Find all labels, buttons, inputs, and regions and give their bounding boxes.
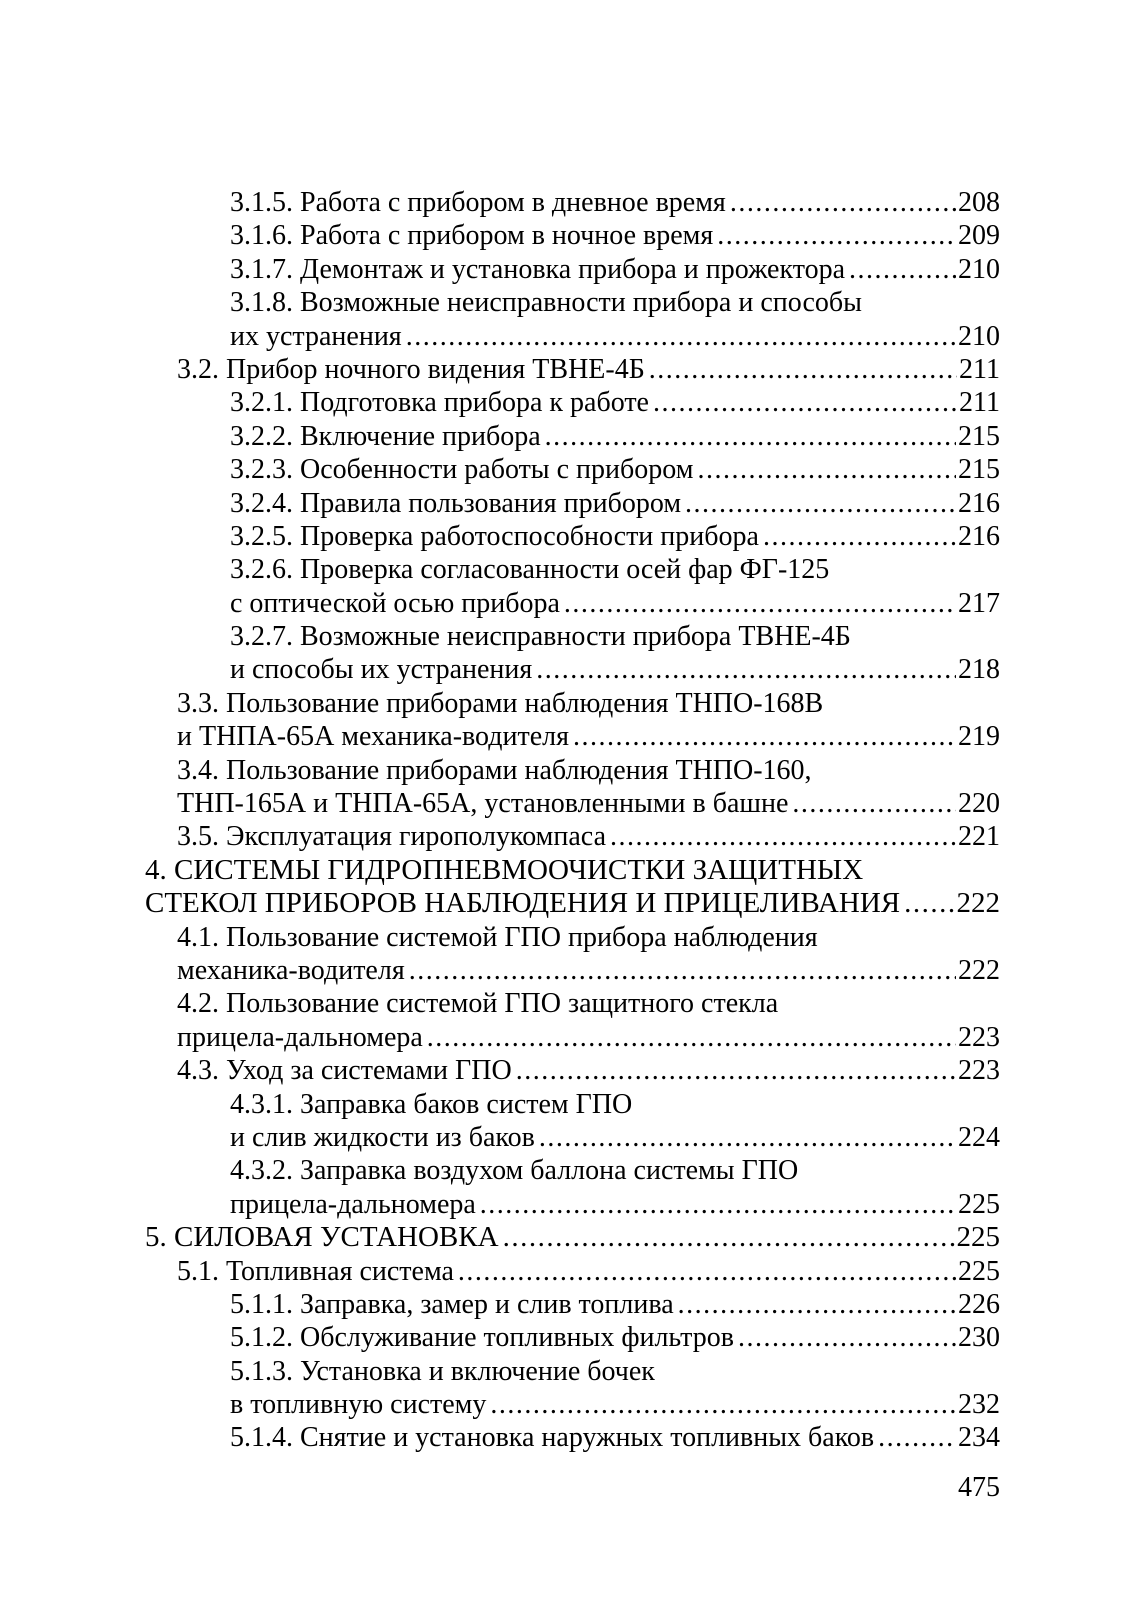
toc-entry-line bbox=[0, 386, 1000, 419]
toc-page-number: 217 bbox=[958, 587, 1000, 619]
toc-entry-line bbox=[0, 653, 1000, 686]
toc-entry-line bbox=[0, 620, 1000, 653]
toc-page-number: 209 bbox=[958, 220, 1000, 252]
toc-page-number: 211 bbox=[959, 387, 1000, 419]
toc-page-number: 223 bbox=[958, 1055, 1000, 1087]
toc-entry-text: и слив жидкости из баков bbox=[230, 1121, 535, 1153]
toc-entry-line bbox=[0, 219, 1000, 252]
toc-page-number: 211 bbox=[959, 353, 1000, 385]
toc-entry-text: СТЕКОЛ ПРИБОРОВ НАБЛЮДЕНИЯ И ПРИЦЕЛИВАНИЯ bbox=[145, 887, 901, 920]
toc-entry-line bbox=[0, 420, 1000, 453]
toc-entry-line bbox=[0, 787, 1000, 820]
toc-entry-line bbox=[0, 453, 1000, 486]
toc-page-number: 222 bbox=[958, 954, 1000, 986]
dot-leader bbox=[713, 219, 956, 252]
toc-entry-text: 5.1.4. Снятие и установка наружных топливных баков bbox=[230, 1422, 875, 1454]
dot-leader bbox=[560, 587, 956, 620]
page-number-footer: 475 bbox=[958, 1472, 1000, 1503]
toc-entry-line bbox=[0, 1188, 1000, 1221]
table-of-contents bbox=[0, 186, 1000, 1455]
dot-leader bbox=[649, 386, 957, 419]
dot-leader bbox=[569, 720, 956, 753]
dot-leader bbox=[535, 1121, 956, 1154]
toc-entry-text: 5.1. Топливная система bbox=[177, 1255, 454, 1287]
toc-entry-text: 3.2.6. Проверка согласованности осей фар ФГ-125 bbox=[230, 554, 830, 586]
toc-entry-line bbox=[0, 320, 1000, 353]
dot-leader bbox=[645, 353, 957, 386]
toc-page-number: 222 bbox=[956, 887, 1000, 920]
toc-page-number: 210 bbox=[958, 320, 1000, 352]
toc-entry-text: 5.1.2. Обслуживание топливных фильтров bbox=[230, 1322, 734, 1354]
toc-entry-text: 5.1.3. Установка и включение бочек bbox=[230, 1355, 655, 1387]
toc-entry-text: 3.2. Прибор ночного видения ТВНЕ-4Б bbox=[177, 353, 645, 385]
toc-entry-line bbox=[0, 854, 1000, 887]
toc-page-number: 234 bbox=[958, 1422, 1000, 1454]
toc-entry-line bbox=[0, 353, 1000, 386]
toc-entry-line bbox=[0, 887, 1000, 920]
toc-page-number: 220 bbox=[958, 788, 1000, 820]
toc-entry-text: 4. СИСТЕМЫ ГИДРОПНЕВМООЧИСТКИ ЗАЩИТНЫХ bbox=[145, 853, 864, 886]
toc-page-number: 210 bbox=[958, 253, 1000, 285]
dot-leader bbox=[681, 487, 956, 520]
toc-entry-line bbox=[0, 1154, 1000, 1187]
toc-entry-text: 3.1.7. Демонтаж и установка прибора и прожектора bbox=[230, 253, 846, 285]
dot-leader bbox=[845, 253, 956, 286]
dot-leader bbox=[900, 887, 954, 920]
dot-leader bbox=[454, 1255, 956, 1288]
toc-page-number: 232 bbox=[958, 1389, 1000, 1421]
toc-entry-line bbox=[0, 754, 1000, 787]
dot-leader bbox=[512, 1054, 956, 1087]
dot-leader bbox=[874, 1421, 956, 1454]
toc-entry-text: 3.3. Пользование приборами наблюдения ТНПО-168В bbox=[177, 687, 824, 719]
toc-entry-line bbox=[0, 286, 1000, 319]
toc-page-number: 226 bbox=[958, 1288, 1000, 1320]
toc-page-number: 219 bbox=[958, 721, 1000, 753]
toc-page-number: 218 bbox=[958, 654, 1000, 686]
toc-entry-line bbox=[0, 1421, 1000, 1454]
toc-page-number: 215 bbox=[958, 420, 1000, 452]
toc-entry-text: 3.1.5. Работа с прибором в дневное время bbox=[230, 187, 726, 218]
toc-entry-line bbox=[0, 1321, 1000, 1354]
toc-entry-text: прицела-дальномера bbox=[177, 1021, 423, 1053]
toc-entry-text: 5. СИЛОВАЯ УСТАНОВКА bbox=[145, 1221, 499, 1254]
toc-entry-text: 3.1.8. Возможные неисправности прибора и способы bbox=[230, 287, 862, 319]
dot-leader bbox=[402, 320, 956, 353]
toc-entry-text: 3.2.4. Правила пользования прибором bbox=[230, 487, 682, 519]
toc-entry-text: прицела-дальномера bbox=[230, 1188, 476, 1220]
toc-entry-text: 3.4. Пользование приборами наблюдения ТНПО-160, bbox=[177, 754, 812, 786]
dot-leader bbox=[788, 787, 956, 820]
toc-entry-text: и способы их устранения bbox=[230, 654, 533, 686]
toc-entry-text: механика-водителя bbox=[177, 954, 405, 986]
toc-entry-line bbox=[0, 720, 1000, 753]
dot-leader bbox=[606, 820, 956, 853]
dot-leader bbox=[486, 1388, 956, 1421]
toc-entry-line bbox=[0, 921, 1000, 954]
toc-entry-line bbox=[0, 253, 1000, 286]
toc-page-number: 224 bbox=[958, 1121, 1000, 1153]
toc-entry-line bbox=[0, 1088, 1000, 1121]
toc-entry-line bbox=[0, 1288, 1000, 1321]
toc-entry-text: 3.2.3. Особенности работы с прибором bbox=[230, 454, 694, 486]
toc-entry-line bbox=[0, 520, 1000, 553]
toc-entry-line bbox=[0, 1255, 1000, 1288]
toc-page-number: 225 bbox=[958, 1255, 1000, 1287]
toc-entry-line bbox=[0, 186, 1000, 219]
dot-leader bbox=[541, 420, 956, 453]
toc-entry-text: 3.2.2. Включение прибора bbox=[230, 420, 541, 452]
dot-leader bbox=[423, 1021, 956, 1054]
toc-page-number: 208 bbox=[958, 187, 1000, 218]
toc-entry-text: их устранения bbox=[230, 320, 402, 352]
toc-entry-text: 4.3.1. Заправка баков систем ГПО bbox=[230, 1088, 633, 1120]
toc-entry-line bbox=[0, 1054, 1000, 1087]
toc-entry-line bbox=[0, 954, 1000, 987]
dot-leader bbox=[499, 1221, 955, 1254]
toc-page-number: 225 bbox=[958, 1188, 1000, 1220]
toc-entry-line bbox=[0, 487, 1000, 520]
toc-page-number: 223 bbox=[958, 1021, 1000, 1053]
toc-entry-line bbox=[0, 820, 1000, 853]
toc-page-number: 215 bbox=[958, 454, 1000, 486]
toc-entry-text: 3.2.5. Проверка работоспособности прибора bbox=[230, 520, 759, 552]
dot-leader bbox=[726, 186, 956, 219]
toc-page-number: 216 bbox=[958, 487, 1000, 519]
toc-page-number: 216 bbox=[958, 520, 1000, 552]
toc-entry-text: в топливную систему bbox=[230, 1389, 487, 1421]
toc-entry-text: 4.3. Уход за системами ГПО bbox=[177, 1055, 512, 1087]
toc-page-number: 230 bbox=[958, 1322, 1000, 1354]
dot-leader bbox=[405, 954, 956, 987]
toc-entry-text: 3.1.6. Работа с прибором в ночное время bbox=[230, 220, 714, 252]
dot-leader bbox=[476, 1188, 956, 1221]
toc-entry-line bbox=[0, 987, 1000, 1020]
toc-entry-text: ТНП-165А и ТНПА-65А, установленными в башне bbox=[177, 788, 789, 820]
dot-leader bbox=[693, 453, 956, 486]
toc-entry-line bbox=[0, 687, 1000, 720]
toc-entry-line bbox=[0, 1355, 1000, 1388]
toc-entry-text: 3.5. Эксплуатация гирополукомпаса bbox=[177, 821, 606, 853]
toc-entry-line bbox=[0, 1388, 1000, 1421]
toc-entry-text: 3.2.1. Подготовка прибора к работе bbox=[230, 387, 649, 419]
toc-page-number: 225 bbox=[956, 1221, 1000, 1254]
toc-entry-line bbox=[0, 1021, 1000, 1054]
toc-entry-text: 3.2.7. Возможные неисправности прибора ТВНЕ-4Б bbox=[230, 621, 851, 653]
toc-entry-line bbox=[0, 553, 1000, 586]
toc-entry-text: 5.1.1. Заправка, замер и слив топлива bbox=[230, 1288, 674, 1320]
dot-leader bbox=[734, 1321, 956, 1354]
toc-entry-line bbox=[0, 587, 1000, 620]
toc-entry-line bbox=[0, 1121, 1000, 1154]
toc-page-number: 221 bbox=[958, 821, 1000, 853]
toc-entry-line bbox=[0, 1221, 1000, 1254]
toc-entry-text: и ТНПА-65А механика-водителя bbox=[177, 721, 569, 753]
dot-leader bbox=[759, 520, 956, 553]
toc-entry-text: 4.1. Пользование системой ГПО прибора наблюдения bbox=[177, 921, 818, 953]
toc-entry-text: 4.3.2. Заправка воздухом баллона системы ГПО bbox=[230, 1155, 799, 1187]
toc-entry-text: 4.2. Пользование системой ГПО защитного стекла bbox=[177, 988, 779, 1020]
dot-leader bbox=[532, 653, 956, 686]
dot-leader bbox=[674, 1288, 956, 1321]
toc-entry-text: с оптической осью прибора bbox=[230, 587, 560, 619]
